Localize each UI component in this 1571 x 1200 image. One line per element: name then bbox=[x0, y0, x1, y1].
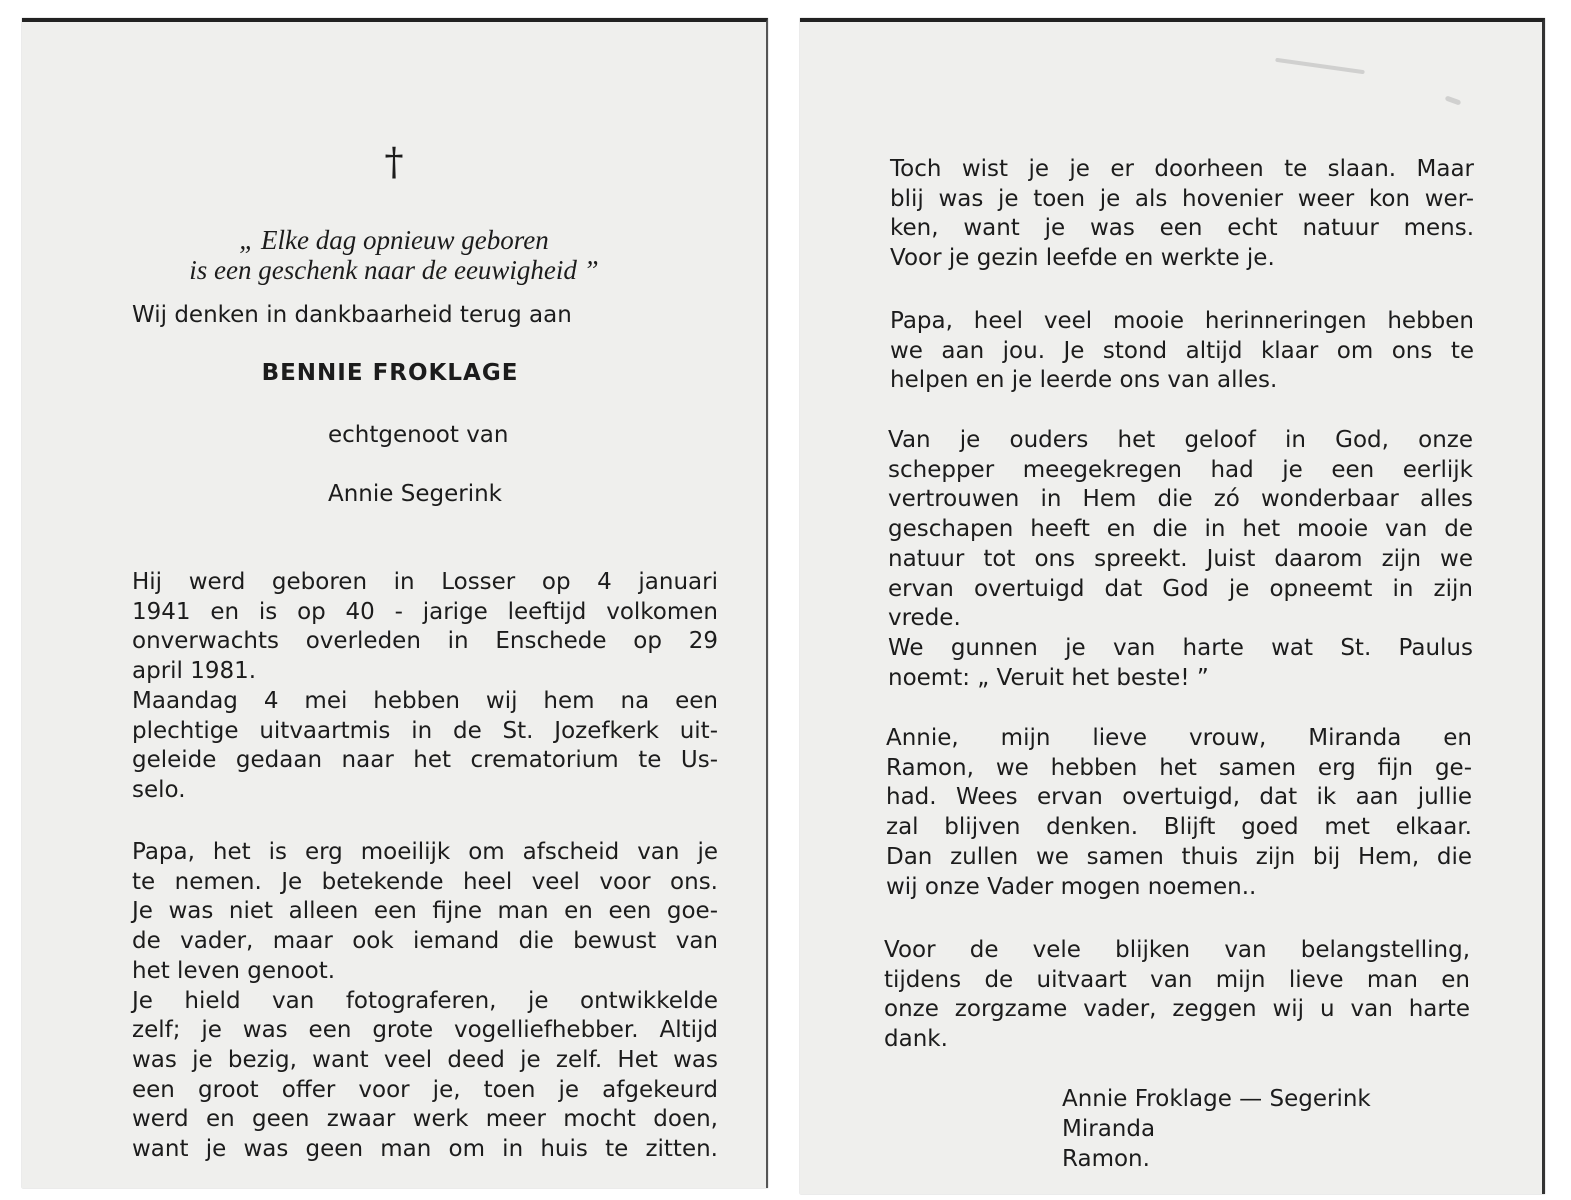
signature-line: Annie Froklage — Segerink bbox=[1062, 1086, 1371, 1112]
papa-line: te nemen. Je betekende heel veel voor ons. bbox=[132, 868, 718, 895]
paragraph-3-line: schepper meegekregen had je een eerlijk bbox=[888, 456, 1473, 483]
papa-line: Papa, het is erg moeilijk om afscheid van je bbox=[132, 839, 718, 865]
bio-line: plechtige uitvaartmis in de St. Jozefkerk uit- bbox=[132, 717, 718, 744]
paragraph-1-line: Toch wist je je er doorheen te slaan. Maar bbox=[890, 156, 1474, 182]
bio-line: onverwachts overleden in Enschede op 29 bbox=[132, 628, 718, 655]
papa-line: Je hield van fotograferen, je ontwikkelde bbox=[132, 987, 718, 1014]
paragraph-4-line: Ramon, we hebben het samen erg fijn ge- bbox=[886, 754, 1472, 781]
paragraph-4 bbox=[886, 724, 1472, 902]
paragraph-4-line: had. Wees ervan overtuigd, dat ik aan jullie bbox=[886, 784, 1472, 811]
paragraph-4-line: wij onze Vader mogen noemen.. bbox=[886, 873, 1257, 900]
paragraph-3-line: We gunnen je van harte wat St. Paulus bbox=[888, 634, 1473, 661]
paragraph-1 bbox=[890, 155, 1474, 274]
paragraph-4-line: Annie, mijn lieve vrouw, Miranda en bbox=[886, 725, 1472, 751]
cross-icon: † bbox=[384, 140, 404, 184]
motto-line-2: is een geschenk naar de eeuwigheid ” bbox=[189, 255, 599, 285]
bio-paragraph bbox=[132, 568, 718, 806]
paragraph-4-line: zal blijven denken. Blijft goed met elkaar. bbox=[886, 814, 1472, 841]
paragraph-3-line: vrede. bbox=[888, 605, 961, 632]
papa-line: werd en geen zwaar werk meer mocht doen, bbox=[132, 1106, 718, 1133]
paragraph-2-line: we aan jou. Je stond altijd klaar om ons te bbox=[890, 337, 1474, 364]
motto-line-1: „ Elke dag opnieuw geboren bbox=[239, 225, 549, 255]
papa-line: want je was geen man om in huis te zitten. bbox=[132, 1136, 718, 1163]
bio-line: geleide gedaan naar het crematorium te Us- bbox=[132, 747, 718, 774]
paper-mark bbox=[1275, 58, 1365, 74]
deceased-name: BENNIE FROKLAGE bbox=[261, 360, 519, 386]
paragraph-3 bbox=[888, 426, 1473, 693]
paragraph-5-line: dank. bbox=[884, 1026, 948, 1053]
bio-line: Hij werd geboren in Losser op 4 januari bbox=[132, 569, 718, 595]
bio-line: Maandag 4 mei hebben wij hem na een bbox=[132, 687, 718, 714]
papa-line: het leven genoot. bbox=[132, 957, 336, 984]
bio-line: selo. bbox=[132, 776, 186, 803]
papa-line: zelf; je was een grote vogelliefhebber. Altijd bbox=[132, 1017, 718, 1044]
paragraph-3-line: ervan overtuigd dat God je opneemt in zijn bbox=[888, 575, 1473, 602]
paragraph-5-line: Voor de vele blijken van belangstelling, bbox=[884, 937, 1470, 963]
signature-line: Miranda bbox=[1062, 1116, 1156, 1142]
papa-line: de vader, maar ook iemand die bewust van bbox=[132, 928, 718, 955]
paragraph-2-line: helpen en je leerde ons van alles. bbox=[890, 367, 1278, 394]
paragraph-5-line: onze zorgzame vader, zeggen wij u van harte bbox=[884, 996, 1470, 1023]
paragraph-3-line: vertrouwen in Hem die zó wonderbaar alles bbox=[888, 486, 1473, 513]
paragraph-2-line: Papa, heel veel mooie herinneringen hebben bbox=[890, 308, 1474, 334]
intro-text: Wij denken in dankbaarheid terug aan bbox=[132, 302, 572, 328]
signature-line: Ramon. bbox=[1062, 1146, 1150, 1172]
paragraph-2 bbox=[890, 307, 1474, 396]
bio-line: april 1981. bbox=[132, 658, 257, 685]
paper-mark bbox=[1445, 95, 1462, 105]
papa-line: Je was niet alleen een fijne man en een goe- bbox=[132, 898, 718, 925]
paragraph-4-line: Dan zullen we samen thuis zijn bij Hem, die bbox=[886, 843, 1472, 870]
paragraph-1-line: blij was je toen je als hovenier weer kon wer- bbox=[890, 185, 1474, 212]
left-card bbox=[22, 18, 768, 1188]
paragraph-1-line: Voor je gezin leefde en werkte je. bbox=[890, 245, 1275, 272]
papa-line: was je bezig, want veel deed je zelf. Het was bbox=[132, 1046, 718, 1073]
paragraph-3-line: noemt: „ Veruit het beste! ” bbox=[888, 664, 1209, 691]
papa-line: een groot offer voor je, toen je afgekeurd bbox=[132, 1076, 718, 1103]
right-card bbox=[800, 18, 1545, 1194]
paragraph-3-line: Van je ouders het geloof in God, onze bbox=[888, 427, 1473, 453]
paragraph-5-line: tijdens de uitvaart van mijn lieve man en bbox=[884, 966, 1470, 993]
papa-paragraph bbox=[132, 838, 718, 1165]
paragraph-5 bbox=[884, 936, 1470, 1055]
spouse-name: Annie Segerink bbox=[328, 481, 502, 507]
paragraph-3-line: geschapen heeft en die in het mooie van de bbox=[888, 516, 1473, 543]
paragraph-1-line: ken, want je was een echt natuur mens. bbox=[890, 215, 1474, 242]
bio-line: 1941 en is op 40 - jarige leeftijd volkomen bbox=[132, 598, 718, 625]
spouse-label: echtgenoot van bbox=[328, 422, 509, 448]
paragraph-3-line: natuur tot ons spreekt. Juist daarom zijn we bbox=[888, 545, 1473, 572]
